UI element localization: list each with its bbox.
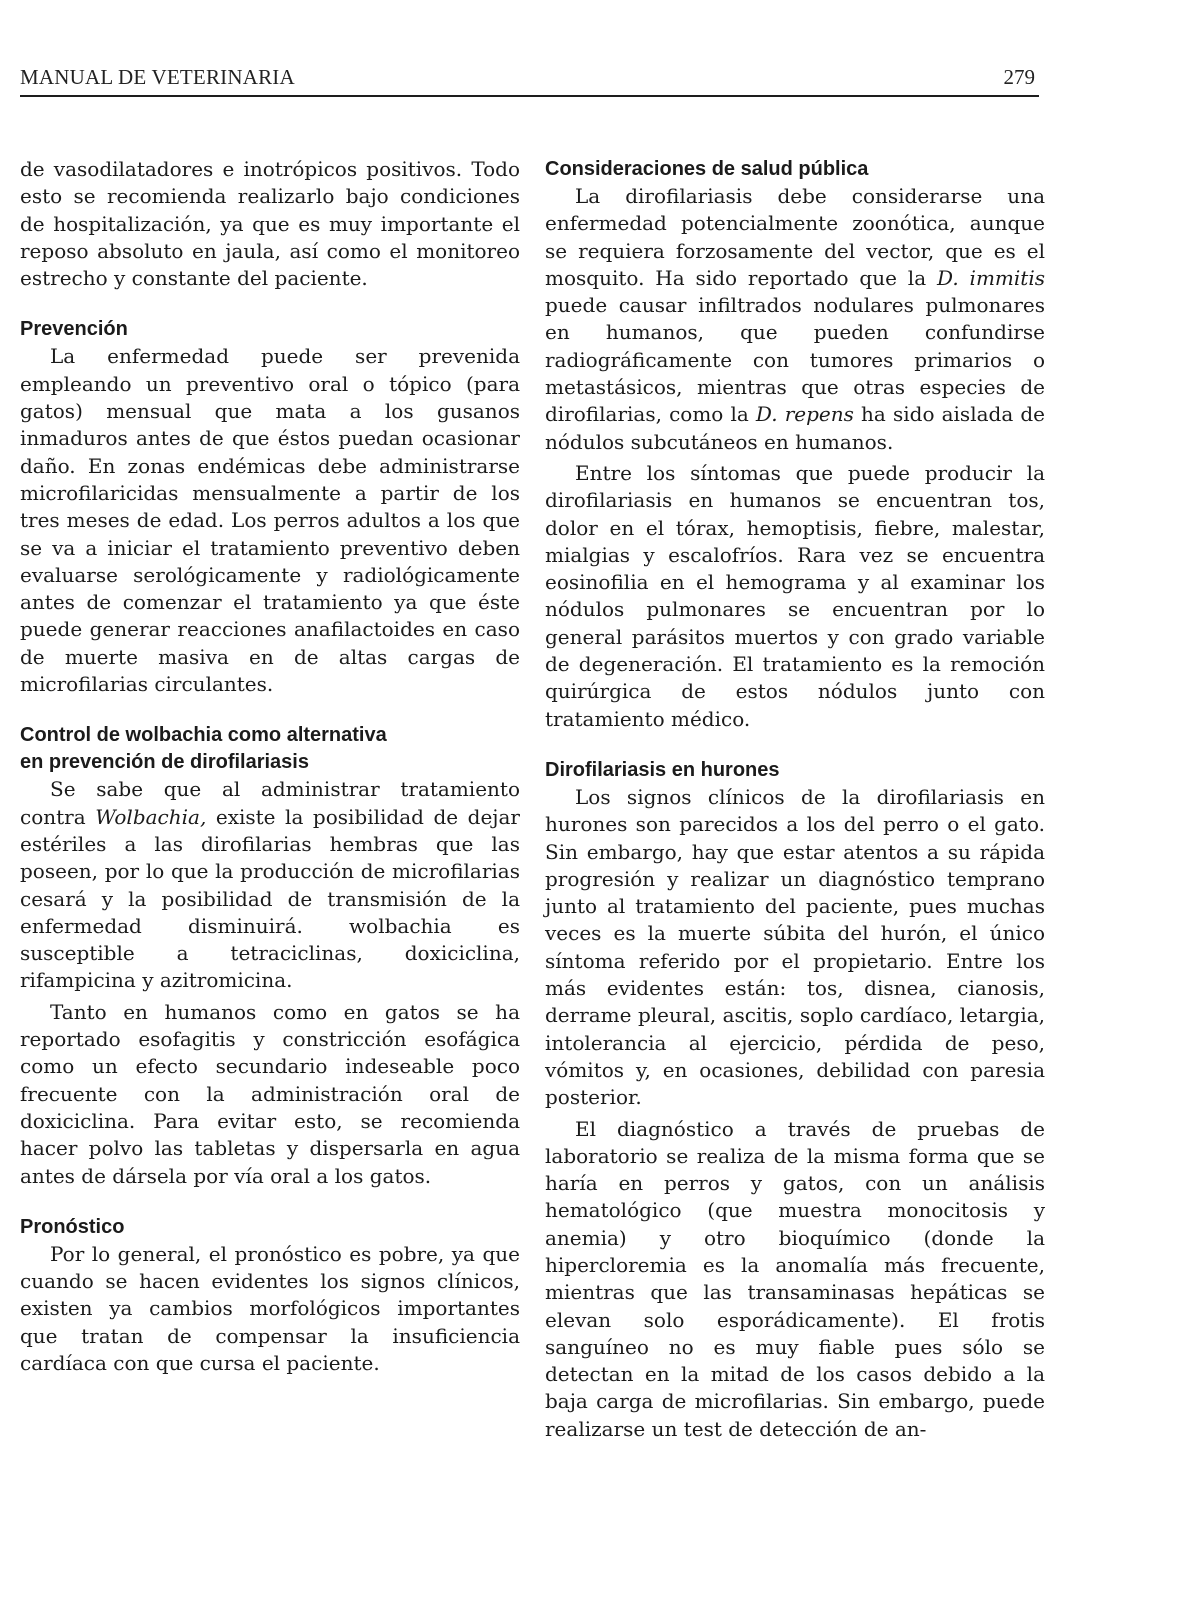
heading-wolbachia-line-2: en prevención de dirofilariasis [20, 751, 309, 774]
paragraph-hospitalization: de vasodilatadores e inotrópicos positivos. Todo esto se recomienda realizarlo bajo condiciones de hospitalización, ya que es muy importante el reposo absoluto en jaula, así como el monitoreo estrecho y constante del paciente. [20, 157, 520, 291]
paragraph-esofagitis: Tanto en humanos como en gatos se ha reportado esofagitis y constricción esofágica como un efecto secundario indeseable poco frecuente con la administración oral de doxiciclina. Para evitar esto, se recomienda hacer polvo las tabletas y dispersarla en agua antes de dársela por vía oral a los gatos. [20, 999, 520, 1188]
paragraph-pronostico: Por lo general, el pronóstico es pobre, ya que cuando se hacen evidentes los signos clínicos, existen ya cambios morfológicos importantes que tratan de compensar la insuficiencia cardíaca con que cursa el paciente. [20, 1241, 520, 1375]
paragraph-signos-hurones: Los signos clínicos de la dirofilariasis en hurones son parecidos a los del perro o el gato. Sin embargo, hay que estar atentos a su rápida progresión y realizar un diagnóstico temprano junto al tratamiento del paciente, pues muchas veces es la muerte súbita del hurón, el único síntoma referido por el propietario. Entre los más evidentes están: tos, disnea, cianosis, derrame pleural, ascitis, soplo cardíaco, letargia, intolerancia al ejercicio, pérdida de peso, vómitos y, en ocasiones, debilidad con paresia posterior. [545, 784, 1045, 1110]
running-header [20, 63, 1039, 97]
heading-salud-publica: Consideraciones de salud pública [545, 158, 869, 180]
paragraph-wolbachia-text-a: Se sabe que al administrar tratamiento contra [20, 777, 520, 829]
paragraph-diagnostico: El diagnóstico a través de pruebas de laboratorio se realiza de la misma forma que se haría en perros y gatos, con un análisis hematológico (que muestra monocitosis y anemia) y otro bioquímico (donde la hipercloremia es la anomalía más frecuente, mientras que las transaminasas hepáticas se elevan solo esporádicamente). El frotis sanguíneo no es muy fiable pues sólo se detectan en la mitad de los casos debido a la baja carga de microfilarias. Sin embargo, puede realizarse un test de detección de an- [545, 1116, 1045, 1441]
heading-prevencion: Prevención [20, 318, 128, 341]
paragraph-sintomas-humanos: Entre los síntomas que puede producir la dirofilariasis en humanos se encuentran tos, dolor en el tórax, hemoptisis, fiebre, malestar, mialgias y escalofríos. Rara vez se encuentra eosinofilia en el hemograma y al examinar los nódulos pulmonares se encuentran por lo general parásitos muertos y con grado variable de degeneración. El tratamiento es la remoción quirúrgica de estos nódulos junto con tratamiento médico. [545, 460, 1045, 731]
heading-wolbachia [20, 722, 520, 776]
paragraph-salud-publica [545, 183, 1045, 456]
paragraph-wolbachia [20, 776, 520, 994]
right-column [545, 156, 1045, 1443]
paragraph-salud-text-a: La dirofilariasis debe considerarse una enfermedad potencialmente zoonótica, aunque se requiera forzosamente del vector, que es el mosquito. Ha sido reportado que la [545, 184, 1045, 290]
heading-hurones: Dirofilariasis en hurones [545, 758, 780, 781]
heading-wolbachia-line-1: Control de wolbachia como alternativa [20, 724, 387, 747]
left-column [20, 156, 520, 1377]
paragraph-wolbachia-italic: Wolbachia, [95, 804, 207, 829]
paragraph-salud-text-b: puede causar infiltrados nodulares pulmonares en humanos, que pueden confundirse radiográficamente con tumores primarios o metastásicos, mientras que otras especies de dirofilarias, como la [545, 293, 1045, 427]
paragraph-salud-text-c: ha sido aislada de nódulos subcutáneos en humanos. [545, 402, 1046, 454]
paragraph-salud-italic-1: D. immitis [937, 265, 1045, 290]
header-rule [20, 95, 1039, 97]
running-title: MANUAL DE VETERINARIA [20, 65, 295, 89]
paragraph-wolbachia-text-b: existe la posibilidad de dejar estériles a las dirofilarias hembras que las poseen, por lo que la producción de microfilarias cesará y la posibilidad de transmisión de la enfermedad disminuirá. wolbachia es susceptible a tetraciclinas, doxiciclina, rifampicina y azitromicina. [20, 804, 520, 993]
heading-pronostico: Pronóstico [20, 1215, 125, 1238]
paragraph-salud-italic-2: D. repens [755, 402, 854, 427]
page-number: 279 [1003, 65, 1035, 89]
paragraph-prevencion: La enfermedad puede ser prevenida empleando un preventivo oral o tópico (para gatos) mensual que mata a los gusanos inmaduros antes de que éstos puedan ocasionar daño. En zonas endémicas debe administrarse microfilaricidas mensualmente a partir de los tres meses de edad. Los perros adultos a los que se va a iniciar el tratamiento preventivo deben evaluarse serológicamente y radiológicamente antes de comenzar el tratamiento ya que éste puede generar reacciones anafilactoides en caso de muerte masiva en de altas cargas de microfilarias circulantes. [20, 344, 520, 697]
